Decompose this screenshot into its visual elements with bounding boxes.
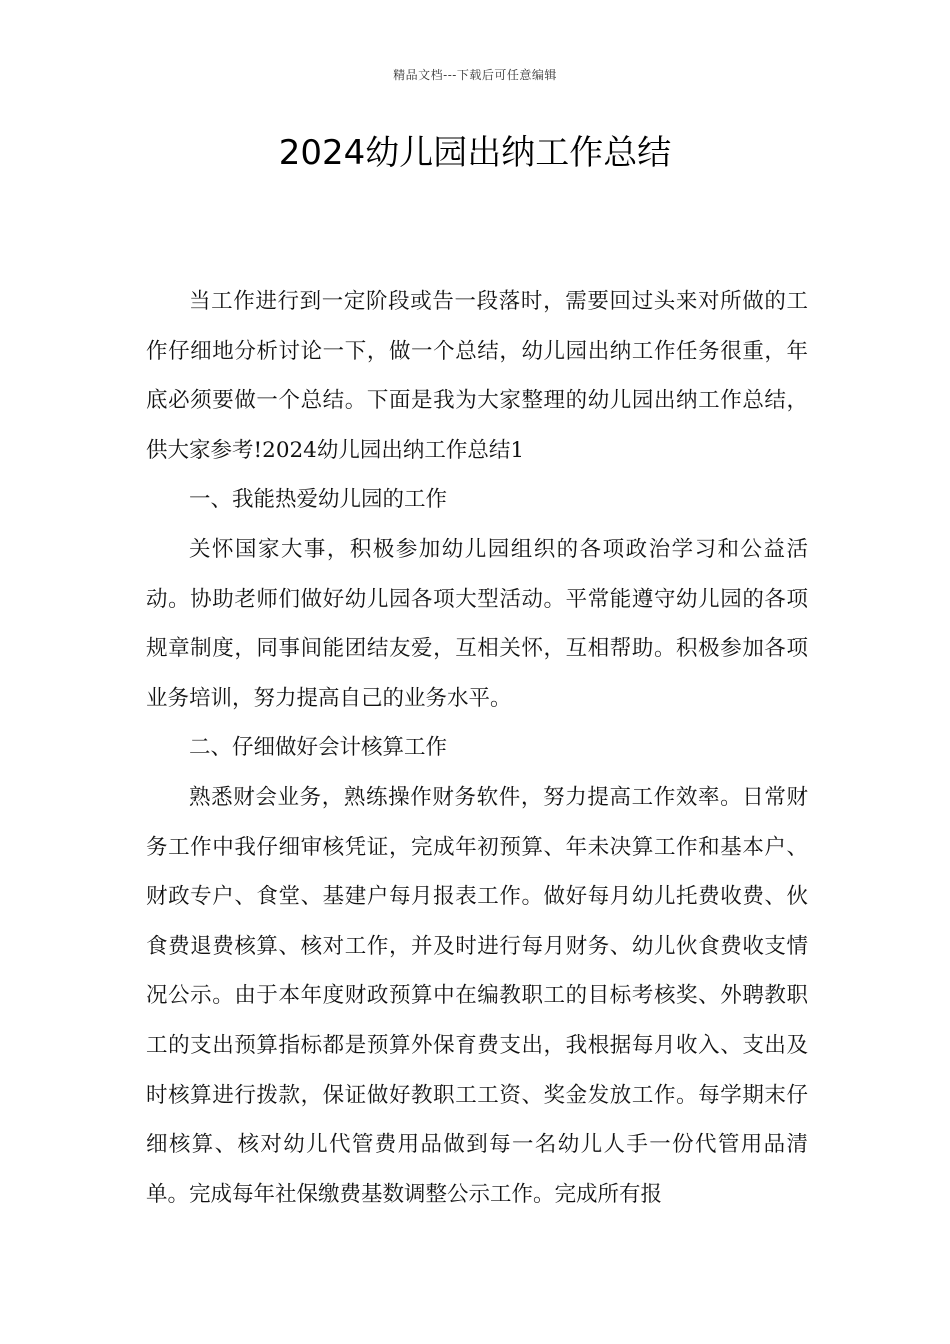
intro-paragraph: 当工作进行到一定阶段或告一段落时，需要回过头来对所做的工作仔细地分析讨论一下，做一个总结，幼儿园出纳工作任务很重，年底必须要做一个总结。下面是我为大家整理的幼儿园出纳工作总结，供大家参考!2024幼儿园出纳工作总结1: [146, 289, 808, 463]
document-body: [146, 277, 808, 1219]
document-title: 2024幼儿园出纳工作总结: [278, 133, 672, 173]
section-2-paragraph: 熟悉财会业务，熟练操作财务软件，努力提高工作效率。日常财务工作中我仔细审核凭证，完成年初预算、年未决算工作和基本户、财政专户、食堂、基建户每月报表工作。做好每月幼儿托费收费、伙食费退费核算、核对工作，并及时进行每月财务、幼儿伙食费收支情况公示。由于本年度财政预算中在编教职工的目标考核奖、外聘教职工的支出预算指标都是预算外保育费支出，我根据每月收入、支出及时核算进行拨款，保证做好教职工工资、奖金发放工作。每学期末仔细核算、核对幼儿代管费用品做到每一名幼儿人手一份代管用品清单。完成每年社保缴费基数调整公示工作。完成所有报: [146, 784, 808, 1207]
section-1-paragraph: 关怀国家大事，积极参加幼儿园组织的各项政治学习和公益活动。协助老师们做好幼儿园各项大型活动。平常能遵守幼儿园的各项规章制度，同事间能团结友爱，互相关怀，互相帮助。积极参加各项业务培训，努力提高自己的业务水平。: [146, 536, 808, 711]
section-heading-1: 一、我能热爱幼儿园的工作: [189, 487, 448, 513]
section-heading-2: 二、仔细做好会计核算工作: [189, 735, 448, 761]
header-note: 精品文档---下载后可任意编辑: [393, 68, 557, 82]
